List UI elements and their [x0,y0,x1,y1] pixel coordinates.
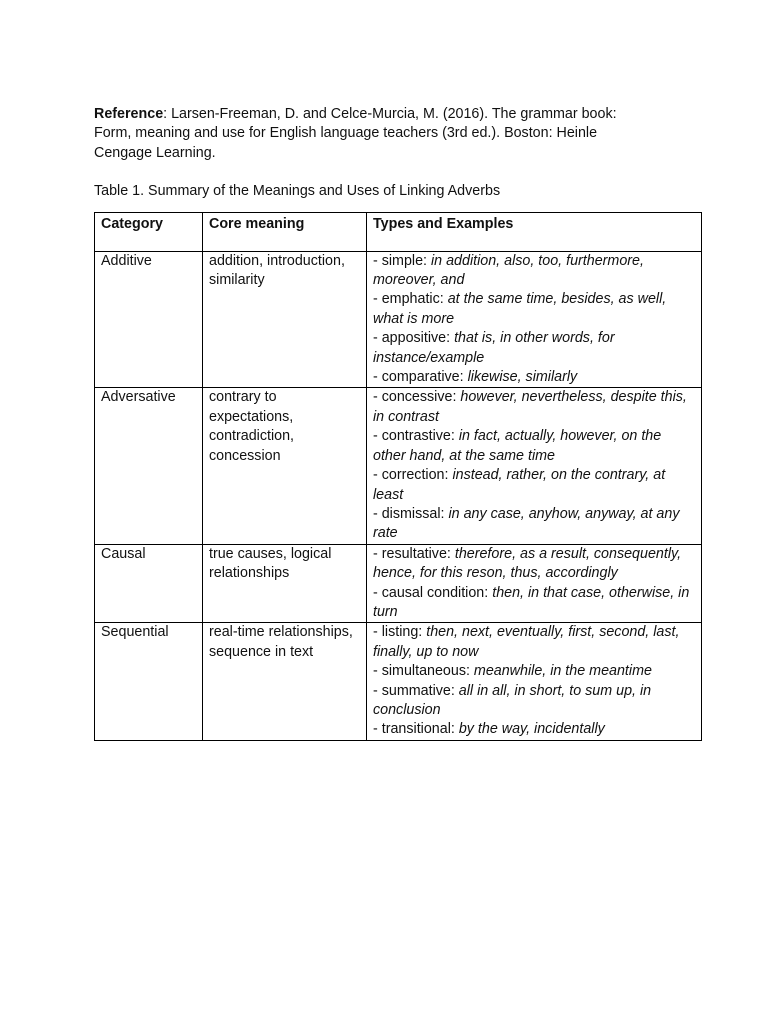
example-words: in addition, also, too, furthermore, moreover, and [373,252,644,289]
reference-paragraph [94,105,654,163]
cell-examples [367,544,702,623]
example-line [373,623,695,662]
table-header-row [95,212,702,251]
example-words: all in all, in short, to sum up, in conclusion [373,682,652,718]
cell-category: Adversative [95,388,203,544]
example-line [373,720,695,739]
cell-core-meaning: addition, introduction, similarity [203,251,367,388]
example-line [373,584,695,623]
example-type: - comparative: [373,369,468,386]
example-type: - dismissal: [373,505,449,522]
cell-category: Causal [95,544,203,623]
cell-core-meaning: true causes, logical relationships [203,544,367,623]
table-row-causal [95,544,702,623]
example-words: at the same time, besides, as well, what is more [373,291,667,327]
example-type: - causal condition: [373,584,493,601]
example-words: therefore, as a result, consequently, hence, for this reson, thus, accordingly [373,545,682,582]
header-category: Category [95,212,203,251]
example-words: in fact, actually, however, on the other hand, at the same time [373,428,662,464]
cell-category: Additive [95,251,203,388]
example-line [373,682,695,721]
example-words: by the way, incidentally [458,721,605,738]
example-line [373,505,695,544]
example-words: then, next, eventually, first, second, last, finally, up to now [373,624,680,660]
header-types-and-examples: Types and Examples [367,212,702,251]
table-row-adversative [95,388,702,544]
example-line [373,368,695,387]
table-row-additive [95,251,702,388]
example-type: - emphatic: [373,291,448,308]
example-words: likewise, similarly [467,369,578,386]
cell-category: Sequential [95,623,203,740]
example-words: in any case, anyhow, anyway, at any rate [373,505,680,542]
example-line [373,662,695,681]
cell-core-meaning: real-time relationships, sequence in text [203,623,367,740]
example-type: - transitional: [373,721,459,738]
example-line [373,329,695,368]
header-core-meaning: Core meaning [203,212,367,251]
example-type: - correction: [373,467,453,484]
example-line [373,388,695,427]
cell-core-meaning: contrary to expectations, contradiction, concession [203,388,367,544]
document-page [94,105,704,741]
linking-adverbs-table [94,212,702,741]
table-caption: Table 1. Summary of the Meanings and Uses of Linking Adverbs [94,183,501,200]
cell-examples [367,388,702,544]
example-words: meanwhile, in the meantime [473,663,652,680]
example-type: - simple: [373,252,431,269]
example-type: - concessive: [373,389,461,406]
cell-examples [367,251,702,388]
example-line [373,466,695,505]
example-type: - summative: [373,682,459,699]
example-type: - listing: [373,624,427,641]
example-type: - appositive: [373,330,455,347]
example-type: - simultaneous: [373,663,474,680]
reference-text: : Larsen-Freeman, D. and Celce-Murcia, M. (2016). The grammar book: Form, meaning and use for English language teachers (3rd ed.). Boston: Heinle Cengage Learning. [94,106,617,161]
example-words: instead, rather, on the contrary, at least [373,467,666,503]
example-line [373,545,695,584]
example-line [373,252,695,291]
example-words: however, nevertheless, despite this, in contrast [373,389,687,425]
example-type: - contrastive: [373,428,459,445]
cell-examples [367,623,702,740]
example-words: then, in that case, otherwise, in turn [373,584,690,620]
example-line [373,427,695,466]
reference-label: Reference [94,106,164,122]
example-type: - resultative: [373,545,455,562]
example-line [373,290,695,329]
table-row-sequential [95,623,702,740]
example-words: that is, in other words, for instance/example [373,330,615,366]
